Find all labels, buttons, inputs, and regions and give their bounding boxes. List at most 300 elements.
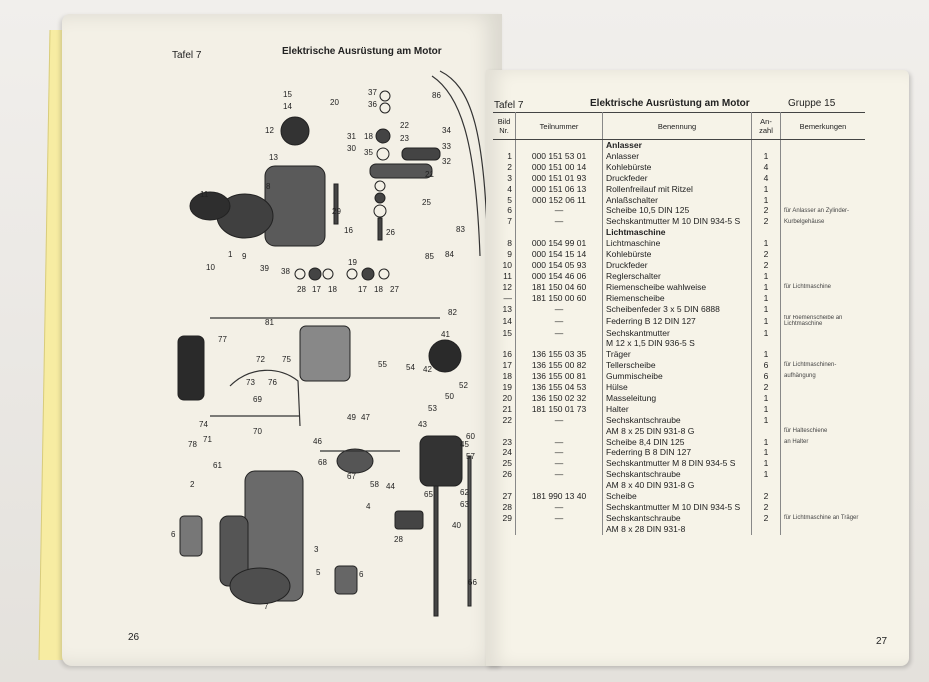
callout-label: 77 — [218, 335, 227, 344]
table-row — [493, 205, 865, 216]
callout-label: 61 — [213, 461, 222, 470]
cell-bild-nr — [493, 426, 516, 437]
cell-anzahl — [752, 480, 781, 491]
regulator — [190, 192, 230, 220]
table-row — [493, 524, 865, 535]
callout-label: 5 — [316, 568, 321, 577]
table-row — [493, 338, 865, 349]
table-row — [493, 184, 865, 195]
col-header-bild-nr: Bild Nr. — [493, 113, 516, 140]
cell-teilnummer: 136 155 04 53 — [516, 382, 603, 393]
cell-bemerkung: für Lichtmaschine an Träger — [784, 515, 859, 522]
cell-bemerkung — [781, 415, 866, 426]
callout-label: 13 — [269, 153, 278, 162]
cell-anzahl: 1 — [752, 293, 781, 304]
cell-bild-nr: 6 — [493, 205, 516, 216]
cell-bild-nr: 19 — [493, 382, 516, 393]
distributor-body — [420, 436, 462, 486]
cell-bemerkung — [781, 173, 866, 184]
cell-anzahl: 1 — [752, 447, 781, 458]
cell-bemerkung — [781, 227, 866, 238]
cell-anzahl: 2 — [752, 216, 781, 227]
cell-bemerkung — [781, 260, 866, 271]
right-page-title: Elektrische Ausrüstung am Motor — [590, 98, 750, 109]
cell-anzahl: 1 — [752, 328, 781, 339]
table-row — [493, 371, 865, 382]
cell-benennung: Lichtmaschine — [603, 238, 752, 249]
cell-anzahl: 1 — [752, 458, 781, 469]
callout-label: 22 — [400, 121, 409, 130]
cell-anzahl: 2 — [752, 260, 781, 271]
cell-benennung: Sechskantmutter M 8 DIN 934-5 S — [603, 458, 752, 469]
callout-label: 54 — [406, 363, 415, 372]
cell-teilnummer: — — [516, 216, 603, 227]
cell-anzahl: 1 — [752, 404, 781, 415]
callout-label: 81 — [265, 318, 274, 327]
cell-teilnummer: 000 151 53 01 — [516, 151, 603, 162]
cell-bemerkung — [781, 524, 866, 535]
cell-teilnummer: — — [516, 315, 603, 328]
callout-label: 10 — [206, 263, 215, 272]
cell-teilnummer: — — [516, 415, 603, 426]
callout-label: 63 — [460, 500, 469, 509]
callout-label: 19 — [348, 258, 357, 267]
col-header-bemerkungen: Bemerkungen — [781, 113, 866, 140]
cell-bild-nr: 5 — [493, 195, 516, 206]
cell-benennung: Hülse — [603, 382, 752, 393]
cell-bild-nr: 4 — [493, 184, 516, 195]
cell-benennung: Gummischeibe — [603, 371, 752, 382]
cell-anzahl: 2 — [752, 502, 781, 513]
cell-bild-nr: 7 — [493, 216, 516, 227]
cell-benennung: AM 8 x 25 DIN 931-8 G — [603, 426, 752, 437]
distributor-shaft — [434, 486, 438, 616]
table-row — [493, 502, 865, 513]
cell-teilnummer: 136 155 00 82 — [516, 360, 603, 371]
callout-label: 18 — [364, 132, 373, 141]
cell-teilnummer: 136 155 03 35 — [516, 349, 603, 360]
left-page-title: Elektrische Ausrüstung am Motor — [282, 46, 442, 57]
cell-anzahl: 1 — [752, 349, 781, 360]
carburetor — [300, 326, 350, 381]
table-row — [493, 415, 865, 426]
table-row — [493, 447, 865, 458]
clamp — [402, 148, 440, 160]
cell-teilnummer: — — [516, 458, 603, 469]
cell-teilnummer: 136 150 02 32 — [516, 393, 603, 404]
cell-anzahl: 1 — [752, 151, 781, 162]
cell-benennung: Lichtmaschine — [603, 227, 752, 238]
cell-anzahl: 1 — [752, 282, 781, 293]
cell-anzahl: 1 — [752, 437, 781, 448]
cell-anzahl: 6 — [752, 371, 781, 382]
callout-label: 76 — [268, 378, 277, 387]
right-page-number: 27 — [876, 636, 888, 647]
callout-label: 34 — [442, 126, 451, 135]
cell-benennung: Anlaßschalter — [603, 195, 752, 206]
cell-benennung: Sechskantmutter M 10 DIN 934-5 S — [603, 502, 752, 513]
cell-bild-nr: 10 — [493, 260, 516, 271]
table-row — [493, 260, 865, 271]
cell-anzahl: 1 — [752, 415, 781, 426]
cell-bemerkung — [781, 184, 866, 195]
cell-benennung: Kohlebürste — [603, 162, 752, 173]
cell-teilnummer: 000 151 00 14 — [516, 162, 603, 173]
cell-bild-nr — [493, 480, 516, 491]
callout-label: 26 — [386, 228, 395, 237]
table-row — [493, 458, 865, 469]
callout-label: 28 — [394, 535, 403, 544]
callout-label: 46 — [313, 437, 322, 446]
cell-anzahl: 4 — [752, 162, 781, 173]
cell-bild-nr — [493, 140, 516, 151]
cable — [440, 71, 488, 266]
callout-label: 69 — [253, 395, 262, 404]
callout-label: 9 — [242, 252, 247, 261]
cell-bemerkung — [781, 328, 866, 339]
callout-label: 62 — [460, 488, 469, 497]
cell-bild-nr: 11 — [493, 271, 516, 282]
cell-bemerkung: für Lichtmaschine — [784, 283, 832, 290]
cell-anzahl — [752, 227, 781, 238]
callout-label: 14 — [283, 102, 292, 111]
cell-bild-nr: 23 — [493, 437, 516, 448]
cable — [230, 370, 300, 426]
callout-label: 65 — [424, 490, 433, 499]
callout-label: 1 — [228, 250, 233, 259]
pulley — [281, 117, 309, 145]
cell-teilnummer: — — [516, 205, 603, 216]
callout-label: 33 — [442, 142, 451, 151]
washer — [377, 148, 389, 160]
cell-benennung: Reglerschalter — [603, 271, 752, 282]
cell-bemerkung — [781, 238, 866, 249]
left-tafel-label: Tafel 7 — [172, 50, 202, 61]
parts-table — [493, 112, 865, 535]
callout-label: 18 — [328, 285, 337, 294]
cell-anzahl — [752, 524, 781, 535]
cell-teilnummer: — — [516, 469, 603, 480]
cell-bemerkung — [781, 249, 866, 260]
cell-teilnummer — [516, 426, 603, 437]
table-row — [493, 328, 865, 339]
table-row — [493, 151, 865, 162]
cell-teilnummer: — — [516, 328, 603, 339]
cell-bemerkung — [781, 502, 866, 513]
cell-benennung: Riemenscheibe wahlweise — [603, 282, 752, 293]
table-row — [493, 216, 865, 227]
callout-label: 86 — [432, 91, 441, 100]
cell-benennung: Druckfeder — [603, 173, 752, 184]
col-header-anzahl: An- zahl — [752, 113, 781, 140]
table-row — [493, 304, 865, 315]
callout-label: 37 — [368, 88, 377, 97]
callout-label: 47 — [361, 413, 370, 422]
cell-bemerkung: für Halteschiene — [784, 427, 828, 434]
table-row — [493, 360, 865, 371]
callout-label: 41 — [441, 330, 450, 339]
left-page-number: 26 — [128, 632, 140, 643]
cell-teilnummer: 000 151 01 93 — [516, 173, 603, 184]
cell-benennung: Träger — [603, 349, 752, 360]
brush-holder — [180, 516, 202, 556]
cell-anzahl: 4 — [752, 173, 781, 184]
cell-bild-nr: 27 — [493, 491, 516, 502]
col-header-benennung: Benennung — [603, 113, 752, 140]
section-header-row — [493, 227, 865, 238]
callout-label: 50 — [445, 392, 454, 401]
cell-teilnummer — [516, 524, 603, 535]
cell-bemerkung — [781, 458, 866, 469]
cell-bemerkung — [781, 151, 866, 162]
washer — [323, 269, 333, 279]
callout-label: 28 — [297, 285, 306, 294]
table-row — [493, 513, 865, 524]
cell-bemerkung — [781, 304, 866, 315]
cell-bemerkung — [781, 140, 866, 151]
callout-label: 57 — [466, 452, 475, 461]
cell-bemerkung: aufhängung — [784, 373, 816, 380]
cell-benennung: Halter — [603, 404, 752, 415]
cell-teilnummer: 000 151 06 13 — [516, 184, 603, 195]
callout-label: 27 — [390, 285, 399, 294]
washer — [375, 181, 385, 191]
table-row — [493, 195, 865, 206]
callout-label: 55 — [378, 360, 387, 369]
cell-bild-nr: 16 — [493, 349, 516, 360]
starter-nose — [230, 568, 290, 604]
cell-bemerkung — [781, 382, 866, 393]
callout-label: 6 — [359, 570, 364, 579]
cell-bild-nr: 18 — [493, 371, 516, 382]
cell-bemerkung: für Riemenscheibe an Lichtmaschine — [784, 314, 843, 327]
cell-teilnummer — [516, 480, 603, 491]
cell-bemerkung: an Halter — [784, 438, 809, 445]
callout-label: 3 — [314, 545, 319, 554]
cell-bild-nr: 29 — [493, 513, 516, 524]
callout-label: 67 — [347, 472, 356, 481]
cell-anzahl: 1 — [752, 304, 781, 315]
cell-bild-nr: 13 — [493, 304, 516, 315]
callout-label: 78 — [188, 440, 197, 449]
cell-bild-nr: 21 — [493, 404, 516, 415]
cell-bemerkung — [781, 491, 866, 502]
callout-label: 84 — [445, 250, 454, 259]
cell-bild-nr — [493, 524, 516, 535]
table-row — [493, 249, 865, 260]
vacuum-unit — [337, 449, 373, 473]
callout-label: 72 — [256, 355, 265, 364]
callout-label: 45 — [460, 440, 469, 449]
callout-label: 8 — [266, 182, 271, 191]
cell-benennung: Sechskantmutter — [603, 328, 752, 339]
cell-teilnummer: — — [516, 447, 603, 458]
callout-label: 29 — [332, 207, 341, 216]
cell-teilnummer: 181 150 01 73 — [516, 404, 603, 415]
bracket — [370, 164, 432, 178]
callout-label: 23 — [400, 134, 409, 143]
cell-anzahl — [752, 338, 781, 349]
cell-bild-nr: 2 — [493, 162, 516, 173]
table-row — [493, 437, 865, 448]
cell-bild-nr: 1 — [493, 151, 516, 162]
cell-bemerkung — [781, 338, 866, 349]
callout-label: 71 — [203, 435, 212, 444]
cell-teilnummer: — — [516, 513, 603, 524]
callout-label: 73 — [246, 378, 255, 387]
cell-teilnummer: 181 150 00 60 — [516, 293, 603, 304]
gruppe-label: Gruppe 15 — [788, 98, 836, 109]
callout-label: 85 — [425, 252, 434, 261]
cell-bild-nr: 15 — [493, 328, 516, 339]
ignition-coil — [178, 336, 204, 400]
cell-bild-nr: 26 — [493, 469, 516, 480]
cell-bild-nr: — — [493, 293, 516, 304]
callout-label: 82 — [448, 308, 457, 317]
cell-benennung: Sechskantschraube — [603, 513, 752, 524]
callout-label: 30 — [347, 144, 356, 153]
cell-teilnummer: — — [516, 502, 603, 513]
cell-bemerkung — [781, 293, 866, 304]
table-row — [493, 426, 865, 437]
table-row — [493, 173, 865, 184]
table-row — [493, 404, 865, 415]
table-row — [493, 480, 865, 491]
cell-bemerkung — [781, 480, 866, 491]
callout-label: 21 — [425, 170, 434, 179]
cell-bild-nr: 17 — [493, 360, 516, 371]
cell-anzahl — [752, 140, 781, 151]
cell-benennung: Sechskantmutter M 10 DIN 934-5 S — [603, 216, 752, 227]
cell-teilnummer: 000 152 06 11 — [516, 195, 603, 206]
cell-bild-nr: 12 — [493, 282, 516, 293]
cell-bild-nr — [493, 227, 516, 238]
callout-label: 17 — [312, 285, 321, 294]
callout-label: 42 — [423, 365, 432, 374]
cell-anzahl: 1 — [752, 184, 781, 195]
callout-label: 52 — [459, 381, 468, 390]
cell-benennung: AM 8 x 28 DIN 931-8 — [603, 524, 752, 535]
callout-label: 44 — [386, 482, 395, 491]
cell-anzahl: 1 — [752, 195, 781, 206]
cell-benennung: Scheibe 10,5 DIN 125 — [603, 205, 752, 216]
cell-bemerkung: für Lichtmaschinen- — [784, 362, 837, 369]
table-header-row — [493, 113, 865, 140]
cell-anzahl: 2 — [752, 205, 781, 216]
callout-label: 49 — [347, 413, 356, 422]
right-tafel-label: Tafel 7 — [494, 100, 524, 111]
callout-label: 18 — [374, 285, 383, 294]
cell-anzahl: 1 — [752, 393, 781, 404]
cell-anzahl: 2 — [752, 382, 781, 393]
callout-label: 20 — [330, 98, 339, 107]
washer — [376, 129, 390, 143]
cell-benennung: Federring B 12 DIN 127 — [603, 315, 752, 328]
cell-benennung: Scheibenfeder 3 x 5 DIN 6888 — [603, 304, 752, 315]
callout-label: 32 — [442, 157, 451, 166]
washer — [379, 269, 389, 279]
cell-bemerkung: Kurbelgehäuse — [784, 218, 825, 225]
cell-teilnummer: — — [516, 304, 603, 315]
table-row — [493, 491, 865, 502]
callout-label: 16 — [344, 226, 353, 235]
cell-teilnummer: 000 154 15 14 — [516, 249, 603, 260]
cell-bild-nr — [493, 338, 516, 349]
callout-label: 6 — [171, 530, 176, 539]
cell-bild-nr: 8 — [493, 238, 516, 249]
callout-label: 12 — [265, 126, 274, 135]
section-header-row — [493, 140, 865, 151]
cell-teilnummer: 000 154 46 06 — [516, 271, 603, 282]
callout-label: 11 — [200, 190, 209, 199]
callout-label: 58 — [370, 480, 379, 489]
cell-teilnummer: 136 155 00 81 — [516, 371, 603, 382]
callout-label: 39 — [260, 264, 269, 273]
cell-anzahl: 2 — [752, 491, 781, 502]
cell-bild-nr: 28 — [493, 502, 516, 513]
callout-label: 2 — [190, 480, 195, 489]
cell-anzahl — [752, 426, 781, 437]
table-row — [493, 162, 865, 173]
callout-label: 17 — [358, 285, 367, 294]
callout-label: 36 — [368, 100, 377, 109]
cell-bemerkung — [781, 447, 866, 458]
washer — [375, 193, 385, 203]
cell-teilnummer — [516, 140, 603, 151]
cell-benennung: Scheibe 8,4 DIN 125 — [603, 437, 752, 448]
cell-teilnummer: 000 154 99 01 — [516, 238, 603, 249]
cell-benennung: AM 8 x 40 DIN 931-8 G — [603, 480, 752, 491]
callout-label: 15 — [283, 90, 292, 99]
callout-label: 70 — [253, 427, 262, 436]
callout-label: 60 — [466, 432, 475, 441]
cell-bild-nr: 9 — [493, 249, 516, 260]
cell-bild-nr: 24 — [493, 447, 516, 458]
table-row — [493, 282, 865, 293]
cell-bild-nr: 22 — [493, 415, 516, 426]
cell-benennung: Federring B 8 DIN 127 — [603, 447, 752, 458]
cell-benennung: Scheibe — [603, 491, 752, 502]
cell-benennung: Rollenfreilauf mit Ritzel — [603, 184, 752, 195]
cell-bild-nr: 3 — [493, 173, 516, 184]
cell-teilnummer — [516, 338, 603, 349]
cell-anzahl: 1 — [752, 271, 781, 282]
callout-label: 7 — [264, 602, 269, 611]
cell-teilnummer: 181 150 04 60 — [516, 282, 603, 293]
callout-label: 25 — [422, 198, 431, 207]
cell-benennung: Riemenscheibe — [603, 293, 752, 304]
washer — [362, 268, 374, 280]
cell-anzahl: 1 — [752, 469, 781, 480]
table-row — [493, 349, 865, 360]
bolt — [334, 184, 338, 224]
cell-bemerkung — [781, 404, 866, 415]
cell-benennung: Sechskantschraube — [603, 469, 752, 480]
callout-label: 83 — [456, 225, 465, 234]
cell-teilnummer — [516, 227, 603, 238]
cell-bemerkung — [781, 162, 866, 173]
table-row — [493, 293, 865, 304]
distributor-cap — [429, 340, 461, 372]
washer — [309, 268, 321, 280]
cell-bemerkung: für Anlasser an Zylinder- — [784, 207, 850, 214]
callout-label: 53 — [428, 404, 437, 413]
callout-label: 40 — [452, 521, 461, 530]
callout-label: 43 — [418, 420, 427, 429]
callout-label: 35 — [364, 148, 373, 157]
table-row — [493, 238, 865, 249]
cell-benennung: Tellerscheibe — [603, 360, 752, 371]
